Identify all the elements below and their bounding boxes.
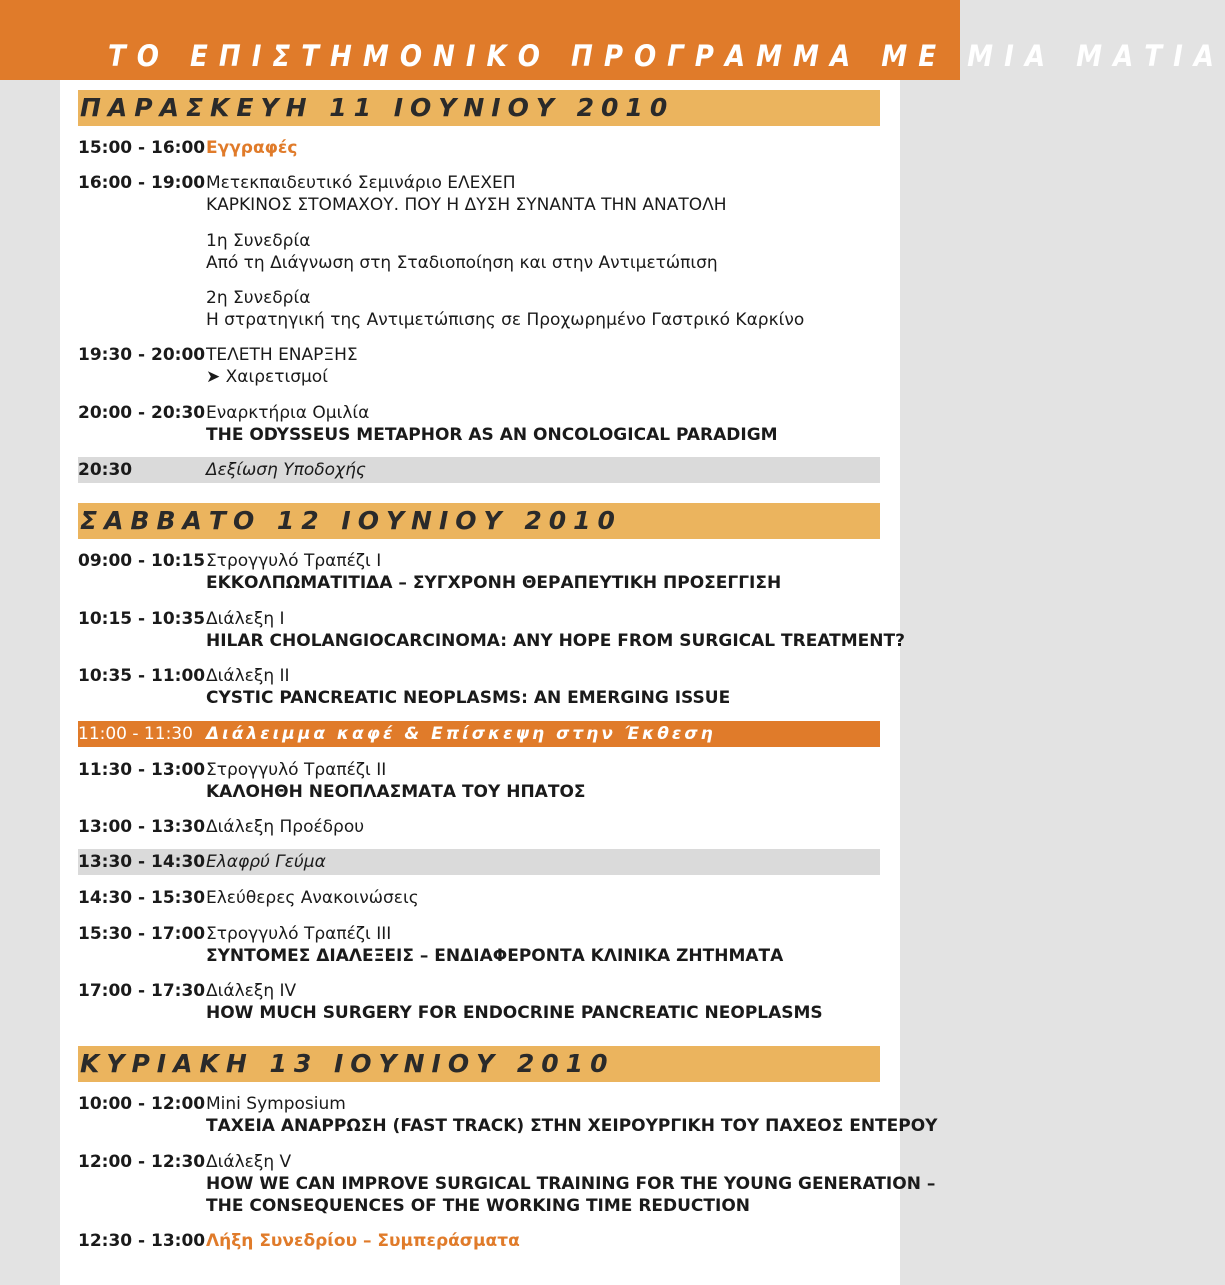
time-label: 17:00 - 17:30: [78, 981, 206, 1001]
day-heading-text: ΣΑΒΒΑΤΟ 12 ΙΟΥΝΙΟΥ 2010: [80, 506, 622, 535]
time-label: 11:00 - 11:30: [78, 724, 193, 744]
time-label: 09:00 - 10:15: [78, 551, 206, 571]
session-subtitle: ΕΚΚΟΛΠΩΜΑΤΙΤΙΔΑ – ΣΥΓΧΡΟΝΗ ΘΕΡΑΠΕΥΤΙΚΗ ΠΡΟΣΕΓΓΙΣΗ: [206, 573, 782, 593]
session-title: Δεξίωση Υποδοχής: [206, 460, 366, 480]
time-label: 13:30 - 14:30: [78, 852, 206, 872]
time-label: 14:30 - 15:30: [78, 888, 206, 908]
session-title: Διάλεξη Ι: [206, 609, 285, 629]
day-heading-friday: [78, 90, 880, 126]
time-label: 15:00 - 16:00: [78, 138, 206, 158]
page-title: ΤΟ ΕΠΙΣΤΗΜΟΝΙΚΟ ΠΡΟΓΡΑΜΜΑ ΜΕ ΜΙΑ ΜΑΤΙΑ: [108, 39, 1225, 73]
session-title: Ελαφρύ Γεύμα: [206, 852, 326, 872]
time-label: 20:00 - 20:30: [78, 403, 206, 423]
session-title: Στρογγυλό Τραπέζι ΙΙΙ: [206, 924, 392, 944]
session-subtitle: ΚΑΡΚΙΝΟΣ ΣΤΟΜΑΧΟΥ. ΠΟΥ Η ΔΥΣΗ ΣΥΝΑΝΤΑ ΤΗΝ ΑΝΑΤΟΛΗ: [206, 195, 727, 215]
session-title: Διάλεξη ΙΙ: [206, 666, 290, 686]
time-label: 12:00 - 12:30: [78, 1152, 206, 1172]
session-title: Στρογγυλό Τραπέζι Ι: [206, 551, 382, 571]
session-subtitle: HOW WE CAN IMPROVE SURGICAL TRAINING FOR THE YOUNG GENERATION –: [206, 1174, 936, 1194]
session-title: Εναρκτήρια Ομιλία: [206, 403, 370, 423]
session-title: Εγγραφές: [206, 138, 298, 158]
session-title: 2η Συνεδρία: [206, 288, 311, 308]
time-label: 16:00 - 19:00: [78, 173, 206, 193]
session-subtitle: HILAR CHOLANGIOCARCINOMA: ANY HOPE FROM SURGICAL TREATMENT?: [206, 631, 905, 651]
schedule-row-highlight: [78, 457, 880, 483]
session-subtitle: ΣΥΝΤΟΜΕΣ ΔΙΑΛΕΞΕΙΣ – ΕΝΔΙΑΦΕΡΟΝΤΑ ΚΛΙΝΙΚΑ ΖΗΤΗΜΑΤΑ: [206, 946, 784, 966]
time-label: 12:30 - 13:00: [78, 1231, 206, 1251]
session-subtitle: THE ODYSSEUS METAPHOR AS AN ONCOLOGICAL PARADIGM: [206, 425, 778, 445]
session-title: Διάλεξη IV: [206, 981, 297, 1001]
session-title: ΤΕΛΕΤΗ ΕΝΑΡΞΗΣ: [206, 345, 358, 365]
session-title: Διάλεξη Προέδρου: [206, 817, 365, 837]
session-subtitle: HOW MUCH SURGERY FOR ENDOCRINE PANCREATIC NEOPLASMS: [206, 1003, 823, 1023]
time-label: 15:30 - 17:00: [78, 924, 206, 944]
time-label: 13:00 - 13:30: [78, 817, 206, 837]
day-heading-saturday: [78, 503, 880, 539]
session-title: Διάλειμμα καφέ & Επίσκεψη στην Έκθεση: [206, 724, 716, 744]
day-heading-text: ΠΑΡΑΣΚΕΥΗ 11 ΙΟΥΝΙΟΥ 2010: [80, 93, 675, 122]
session-title: Ελεύθερες Ανακοινώσεις: [206, 888, 419, 908]
session-subtitle: ➤ Χαιρετισμοί: [206, 367, 328, 387]
time-label: 11:30 - 13:00: [78, 760, 206, 780]
schedule-row-break: [78, 721, 880, 747]
session-subtitle: Η στρατηγική της Αντιμετώπισης σε Προχωρημένο Γαστρικό Καρκίνο: [206, 310, 805, 330]
time-label: 10:15 - 10:35: [78, 609, 206, 629]
time-label: 20:30: [78, 460, 133, 480]
session-subtitle: CYSTIC PANCREATIC NEOPLASMS: AN EMERGING ISSUE: [206, 688, 731, 708]
session-subtitle: ΚΑΛΟΗΘΗ ΝΕΟΠΛΑΣΜΑΤΑ ΤΟΥ ΗΠΑΤΟΣ: [206, 782, 586, 802]
day-heading-text: ΚΥΡΙΑΚΗ 13 ΙΟΥΝΙΟΥ 2010: [80, 1049, 615, 1078]
time-label: 10:00 - 12:00: [78, 1094, 206, 1114]
session-title: Διάλεξη V: [206, 1152, 292, 1172]
schedule-row-highlight: [78, 849, 880, 875]
time-label: 19:30 - 20:00: [78, 345, 206, 365]
session-title: Λήξη Συνεδρίου – Συμπεράσματα: [206, 1231, 520, 1251]
session-title: Στρογγυλό Τραπέζι ΙΙ: [206, 760, 387, 780]
session-subtitle: THE CONSEQUENCES OF THE WORKING TIME REDUCTION: [206, 1196, 751, 1216]
session-subtitle: Από τη Διάγνωση στη Σταδιοποίηση και στην Αντιμετώπιση: [206, 253, 718, 273]
session-title: Μετεκπαιδευτικό Σεμινάριο ΕΛΕΧΕΠ: [206, 173, 516, 193]
session-subtitle: ΤΑΧΕΙΑ ΑΝΑΡΡΩΣΗ (FAST TRACK) ΣΤΗΝ ΧΕΙΡΟΥΡΓΙΚΗ ΤΟΥ ΠΑΧΕΟΣ ΕΝΤΕΡΟΥ: [206, 1116, 938, 1136]
session-title: 1η Συνεδρία: [206, 231, 311, 251]
session-title: Mini Symposium: [206, 1094, 346, 1114]
day-heading-sunday: [78, 1046, 880, 1082]
time-label: 10:35 - 11:00: [78, 666, 206, 686]
